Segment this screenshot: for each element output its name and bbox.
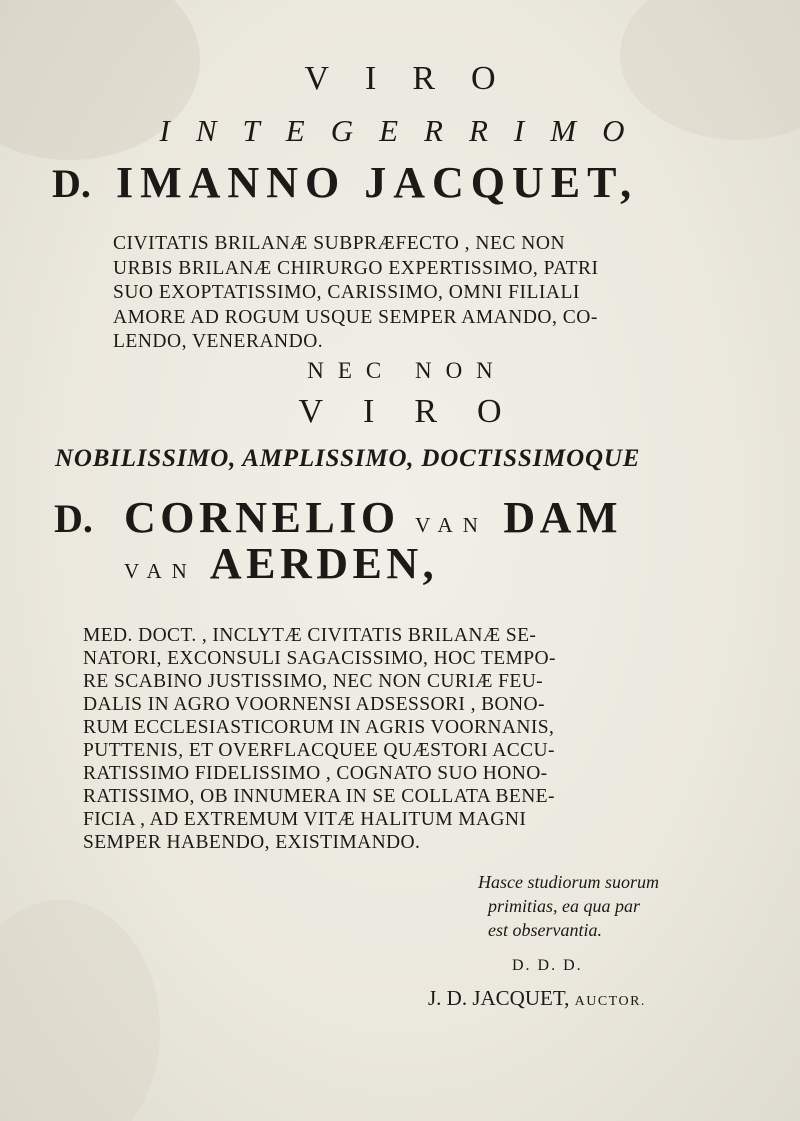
text-line: CIVITATIS BRILANÆ SUBPRÆFECTO , NEC NON (113, 233, 566, 254)
recipient-2-titles (83, 624, 773, 854)
text-line: RUM ECCLESIASTICORUM IN AGRIS VOORNANIS, (83, 717, 555, 738)
paper-stain (0, 900, 160, 1121)
text-line: SUO EXOPTATISSIMO, CARISSIMO, OMNI FILIALI (113, 282, 580, 303)
text-line: SEMPER HABENDO, EXISTIMANDO. (83, 832, 421, 853)
text-line: RE SCABINO JUSTISSIMO, NEC NON CURIÆ FEU- (83, 671, 544, 692)
dedication-motto (478, 870, 659, 942)
name-part: DAM (503, 493, 622, 542)
name-particle: VAN (124, 559, 197, 583)
text-line: AMORE AD ROGUM USQUE SEMPER AMANDO, CO- (113, 306, 598, 328)
author-name: J. D. JACQUET, (428, 986, 570, 1010)
text-line: LENDO, VENERANDO. (113, 331, 324, 352)
nec-non: NEC NON (307, 358, 507, 383)
name-part: AERDEN, (209, 539, 439, 588)
heading-viro-2: VIRO (298, 393, 542, 430)
recipient-2-name-line-1 (124, 492, 622, 543)
text-line: DALIS IN AGRO VOORNENSI ADSESSORI , BONO- (83, 694, 545, 715)
honorific-2: D. (54, 496, 93, 541)
author-role: AUCTOR. (574, 994, 646, 1009)
author-signature (428, 986, 646, 1011)
motto-line: primitias, ea qua par (488, 896, 641, 916)
recipient-1-name: IMANNO JACQUET, (116, 158, 639, 207)
text-line: MED. DOCT. , INCLYTÆ CIVITATIS BRILANÆ SE- (83, 625, 537, 646)
heading-integerrimo: INTEGERRIMO (159, 113, 651, 148)
name-particle: VAN (415, 513, 488, 537)
motto-line: Hasce studiorum suorum (478, 872, 660, 892)
epithets: NOBILISSIMO, AMPLISSIMO, DOCTISSIMOQUE (55, 445, 641, 472)
heading-viro: VIRO (304, 60, 532, 97)
text-line: RATISSIMO, OB INNUMERA IN SE COLLATA BENE- (83, 786, 555, 807)
text-line: PUTTENIS, ET OVERFLACQUEE QUÆSTORI ACCU- (83, 740, 555, 761)
recipient-2-name-line-2 (124, 538, 438, 589)
motto-line: est observantia. (488, 920, 602, 940)
honorific-1: D. (52, 161, 91, 206)
recipient-1-titles (113, 232, 753, 355)
name-part: CORNELIO (124, 493, 400, 542)
text-line: FICIA , AD EXTREMUM VITÆ HALITUM MAGNI (83, 809, 527, 830)
ddd-initials: D. D. D. (512, 957, 583, 974)
text-line: NATORI, EXCONSULI SAGACISSIMO, HOC TEMPO- (83, 648, 556, 669)
text-line: URBIS BRILANÆ CHIRURGO EXPERTISSIMO, PATRI (113, 257, 599, 279)
text-line: RATISSIMO FIDELISSIMO , COGNATO SUO HONO- (83, 763, 548, 784)
